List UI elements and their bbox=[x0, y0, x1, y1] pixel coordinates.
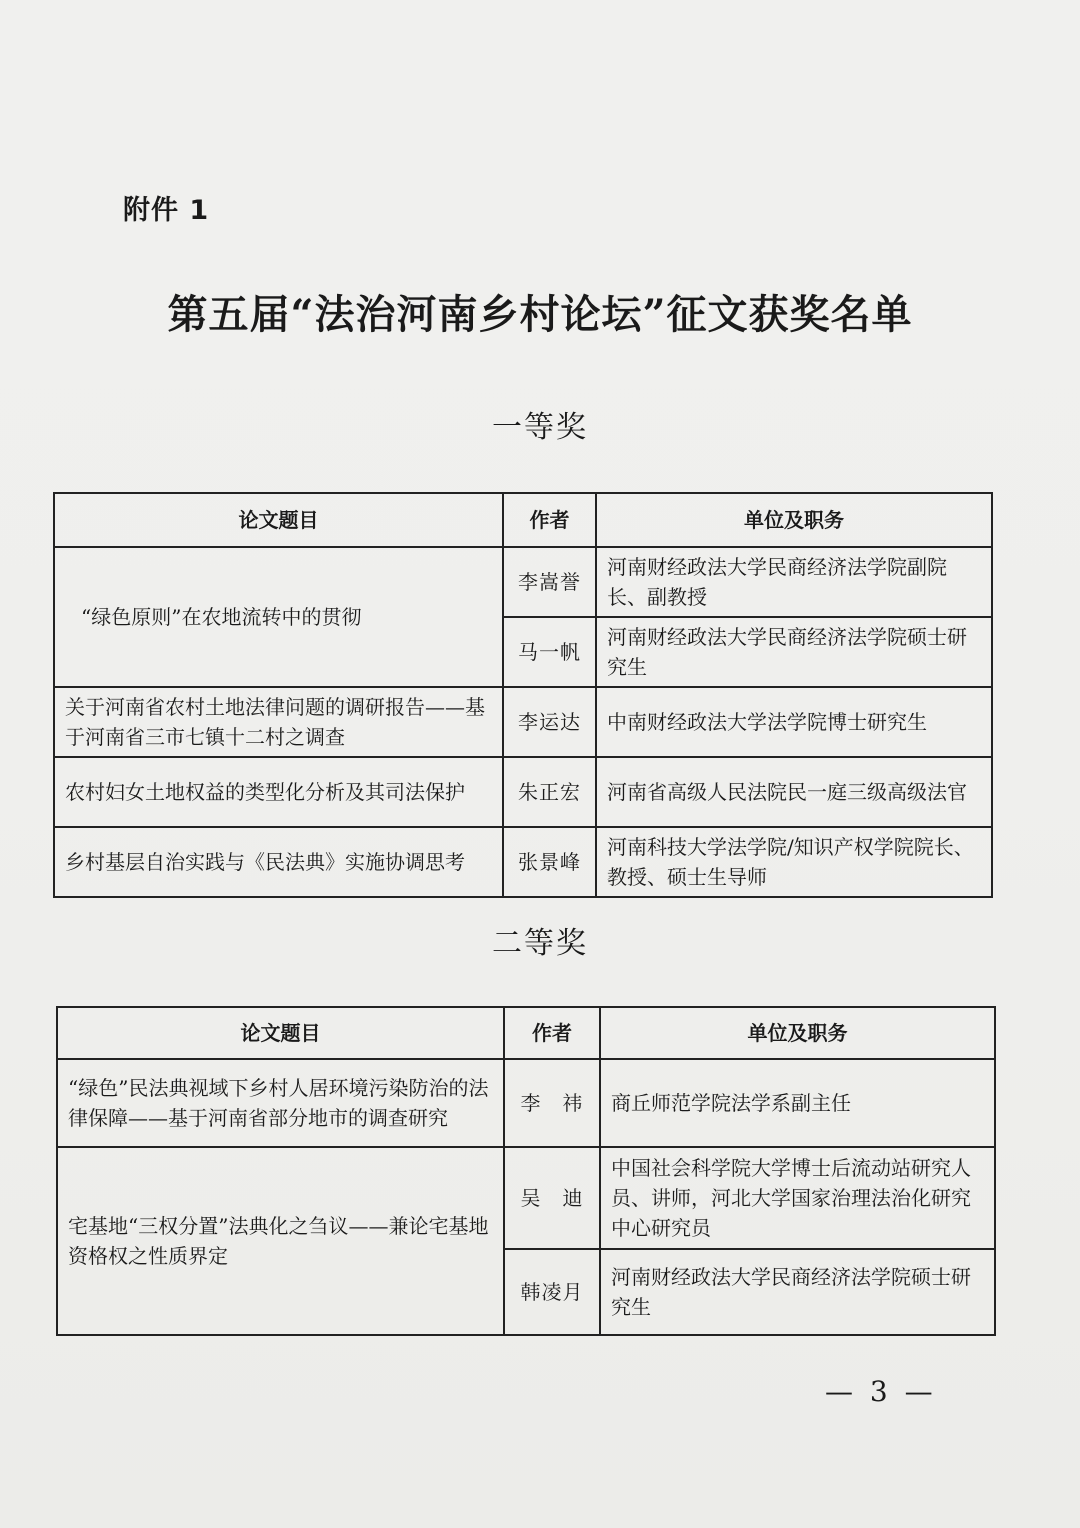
header-paper: 论文题目 bbox=[57, 1007, 504, 1059]
paper-title: “绿色”民法典视域下乡村人居环境污染防治的法律保障——基于河南省部分地市的调查研究 bbox=[57, 1059, 504, 1147]
author-name: 李 祎 bbox=[504, 1059, 600, 1147]
table-row bbox=[57, 1147, 995, 1249]
page-number: — 3 — bbox=[825, 1375, 937, 1408]
table-row bbox=[57, 1059, 995, 1147]
second-prize-heading: 二等奖 bbox=[492, 926, 588, 961]
table-header-row bbox=[54, 493, 992, 547]
author-unit: 河南省高级人民法院民一庭三级高级法官 bbox=[596, 757, 992, 827]
first-prize-table bbox=[53, 492, 993, 898]
paper-title: 乡村基层自治实践与《民法典》实施协调思考 bbox=[54, 827, 503, 897]
paper-title: 农村妇女土地权益的类型化分析及其司法保护 bbox=[54, 757, 503, 827]
author-unit: 河南财经政法大学民商经济法学院硕士研究生 bbox=[600, 1249, 995, 1335]
table-header-row bbox=[57, 1007, 995, 1059]
author-name: 李运达 bbox=[503, 687, 596, 757]
author-name: 吴 迪 bbox=[504, 1147, 600, 1249]
author-name: 韩凌月 bbox=[504, 1249, 600, 1335]
author-unit: 河南科技大学法学院/知识产权学院院长、教授、硕士生导师 bbox=[596, 827, 992, 897]
author-name: 朱正宏 bbox=[503, 757, 596, 827]
document-title: 第五届“法治河南乡村论坛”征文获奖名单 bbox=[167, 291, 913, 338]
paper-title: “绿色原则”在农地流转中的贯彻 bbox=[54, 547, 503, 687]
author-unit: 河南财经政法大学民商经济法学院硕士研究生 bbox=[596, 617, 992, 687]
second-prize-table bbox=[56, 1006, 996, 1336]
author-unit: 河南财经政法大学民商经济法学院副院长、副教授 bbox=[596, 547, 992, 617]
table-row bbox=[54, 827, 992, 897]
paper-title: 宅基地“三权分置”法典化之刍议——兼论宅基地资格权之性质界定 bbox=[57, 1147, 504, 1335]
header-paper: 论文题目 bbox=[54, 493, 503, 547]
header-author: 作者 bbox=[504, 1007, 600, 1059]
author-name: 马一帆 bbox=[503, 617, 596, 687]
table-row bbox=[54, 547, 992, 617]
author-unit: 中南财经政法大学法学院博士研究生 bbox=[596, 687, 992, 757]
table-row bbox=[54, 687, 992, 757]
author-name: 张景峰 bbox=[503, 827, 596, 897]
annex-label: 附件 1 bbox=[123, 195, 210, 226]
author-unit: 商丘师范学院法学系副主任 bbox=[600, 1059, 995, 1147]
header-author: 作者 bbox=[503, 493, 596, 547]
table-row bbox=[54, 757, 992, 827]
author-name: 李嵩誉 bbox=[503, 547, 596, 617]
first-prize-heading: 一等奖 bbox=[492, 410, 588, 445]
paper-title: 关于河南省农村土地法律问题的调研报告——基于河南省三市七镇十二村之调查 bbox=[54, 687, 503, 757]
author-unit: 中国社会科学院大学博士后流动站研究人员、讲师，河北大学国家治理法治化研究中心研究员 bbox=[600, 1147, 995, 1249]
header-unit: 单位及职务 bbox=[600, 1007, 995, 1059]
header-unit: 单位及职务 bbox=[596, 493, 992, 547]
